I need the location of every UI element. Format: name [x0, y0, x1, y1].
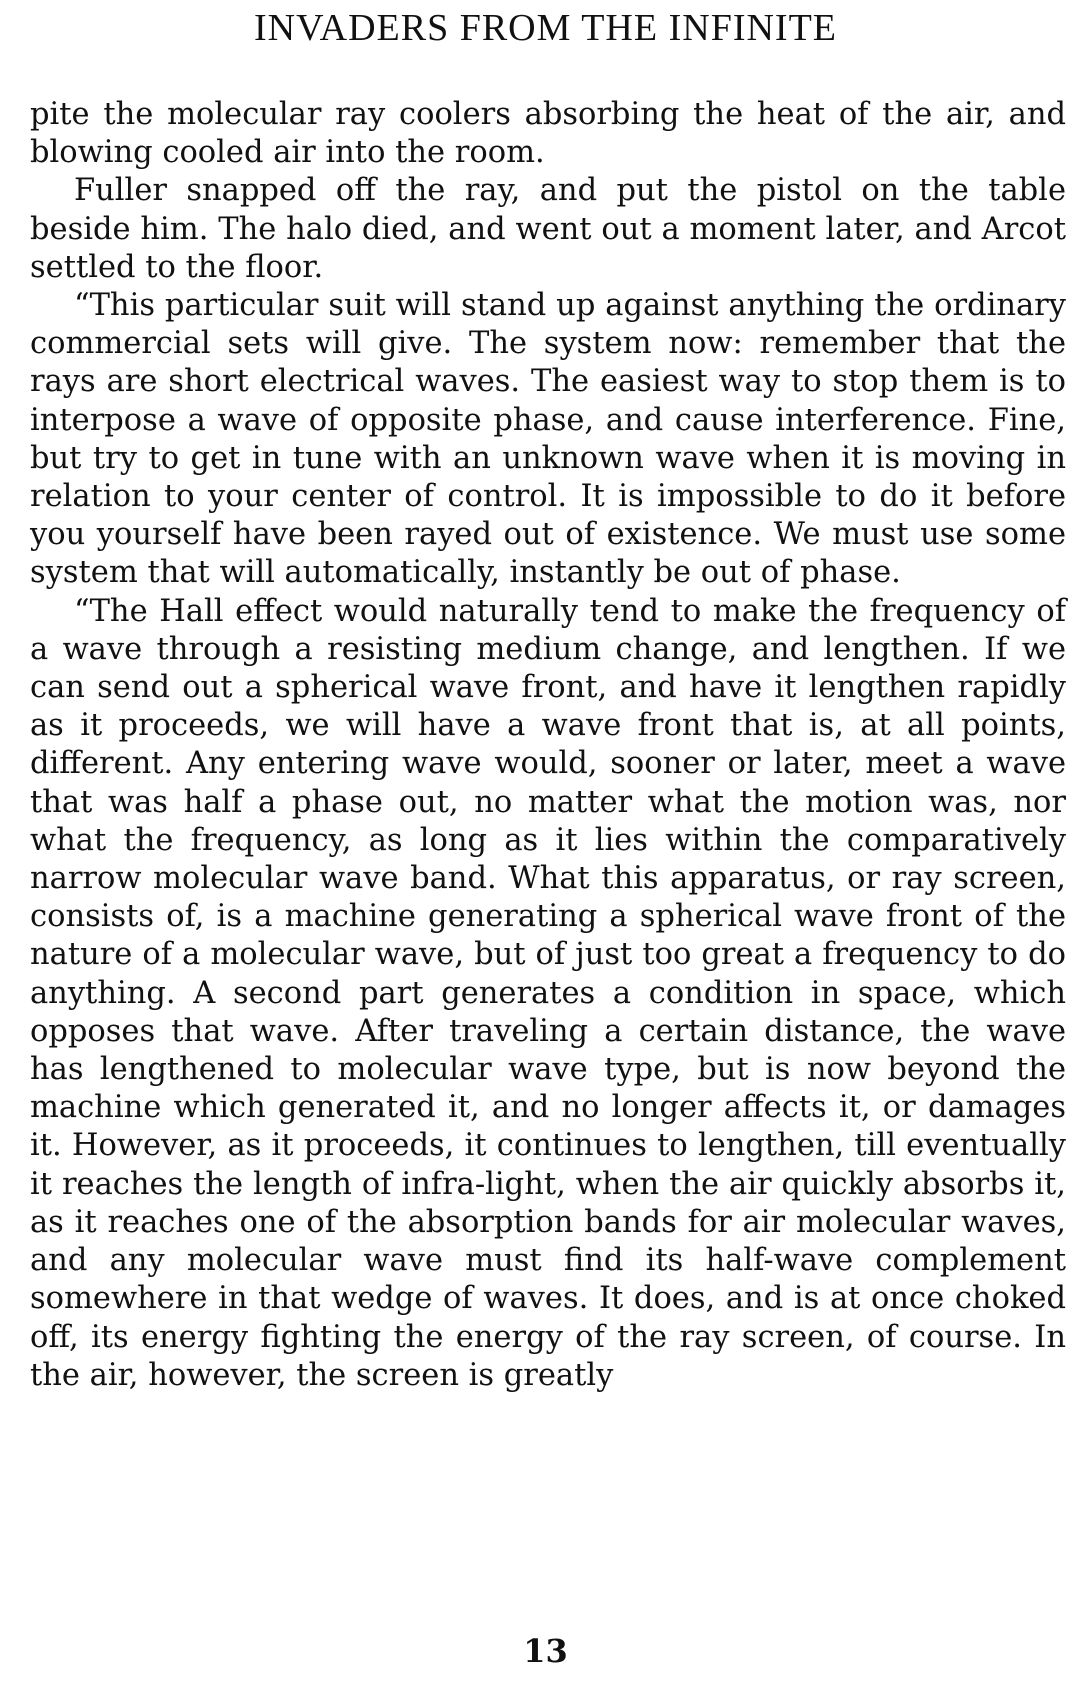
body-text: [30, 96, 1066, 1395]
paragraph-continued: pite the molecular ray coolers absorbing the heat of the air, and blowing cooled air into the room.: [30, 97, 1066, 171]
paragraph: “The Hall effect would naturally tend to make the frequency of a wave through a resisting medium change, and lengthen. If we can send out a spherical wave front, and have it lengthen rapidly as it proceeds, we will have a wave front that is, at all points, different. Any entering wave would, sooner or later, meet a wave that was half a phase out, no matter what the motion was, nor what the frequency, as long as it lies within the comparatively narrow molecular wave band. What this apparatus, or ray screen, consists of, is a machine generating a spherical wave front of the nature of a molecular wave, but of just too great a frequency to do anything. A second part generates a condition in space, which opposes that wave. After traveling a certain distance, the wave has lengthened to molecular wave type, but is now beyond the machine which generated it, and no longer affects it, or damages it. However, as it proceeds, it continues to lengthen, till eventually it reaches the length of infra-light, when the air quickly absorbs it, as it reaches one of the absorption bands for air molecular waves, and any molecular wave must find its half-wave complement somewhere in that wedge of waves. It does, and is at once choked off, its energy fighting the energy of the ray screen, of course. In the air, however, the screen is greatly: [30, 593, 1066, 1393]
running-head: INVADERS FROM THE INFINITE: [253, 7, 837, 49]
page-number: 13: [523, 1632, 568, 1670]
paragraph: Fuller snapped off the ray, and put the pistol on the table beside him. The halo died, and went out a moment later, and Arcot settled to the floor.: [30, 173, 1066, 285]
paragraph: “This particular suit will stand up against anything the ordinary commercial sets will give. The system now: remember that the rays are short electrical waves. The easiest way to stop them is to interpose a wave of opposite phase, and cause interference. Fine, but try to get in tune with an unknown wave when it is moving in relation to your center of control. It is impossible to do it before you yourself have been rayed out of existence. We must use some system that will automatically, instantly be out of phase.: [30, 288, 1066, 591]
